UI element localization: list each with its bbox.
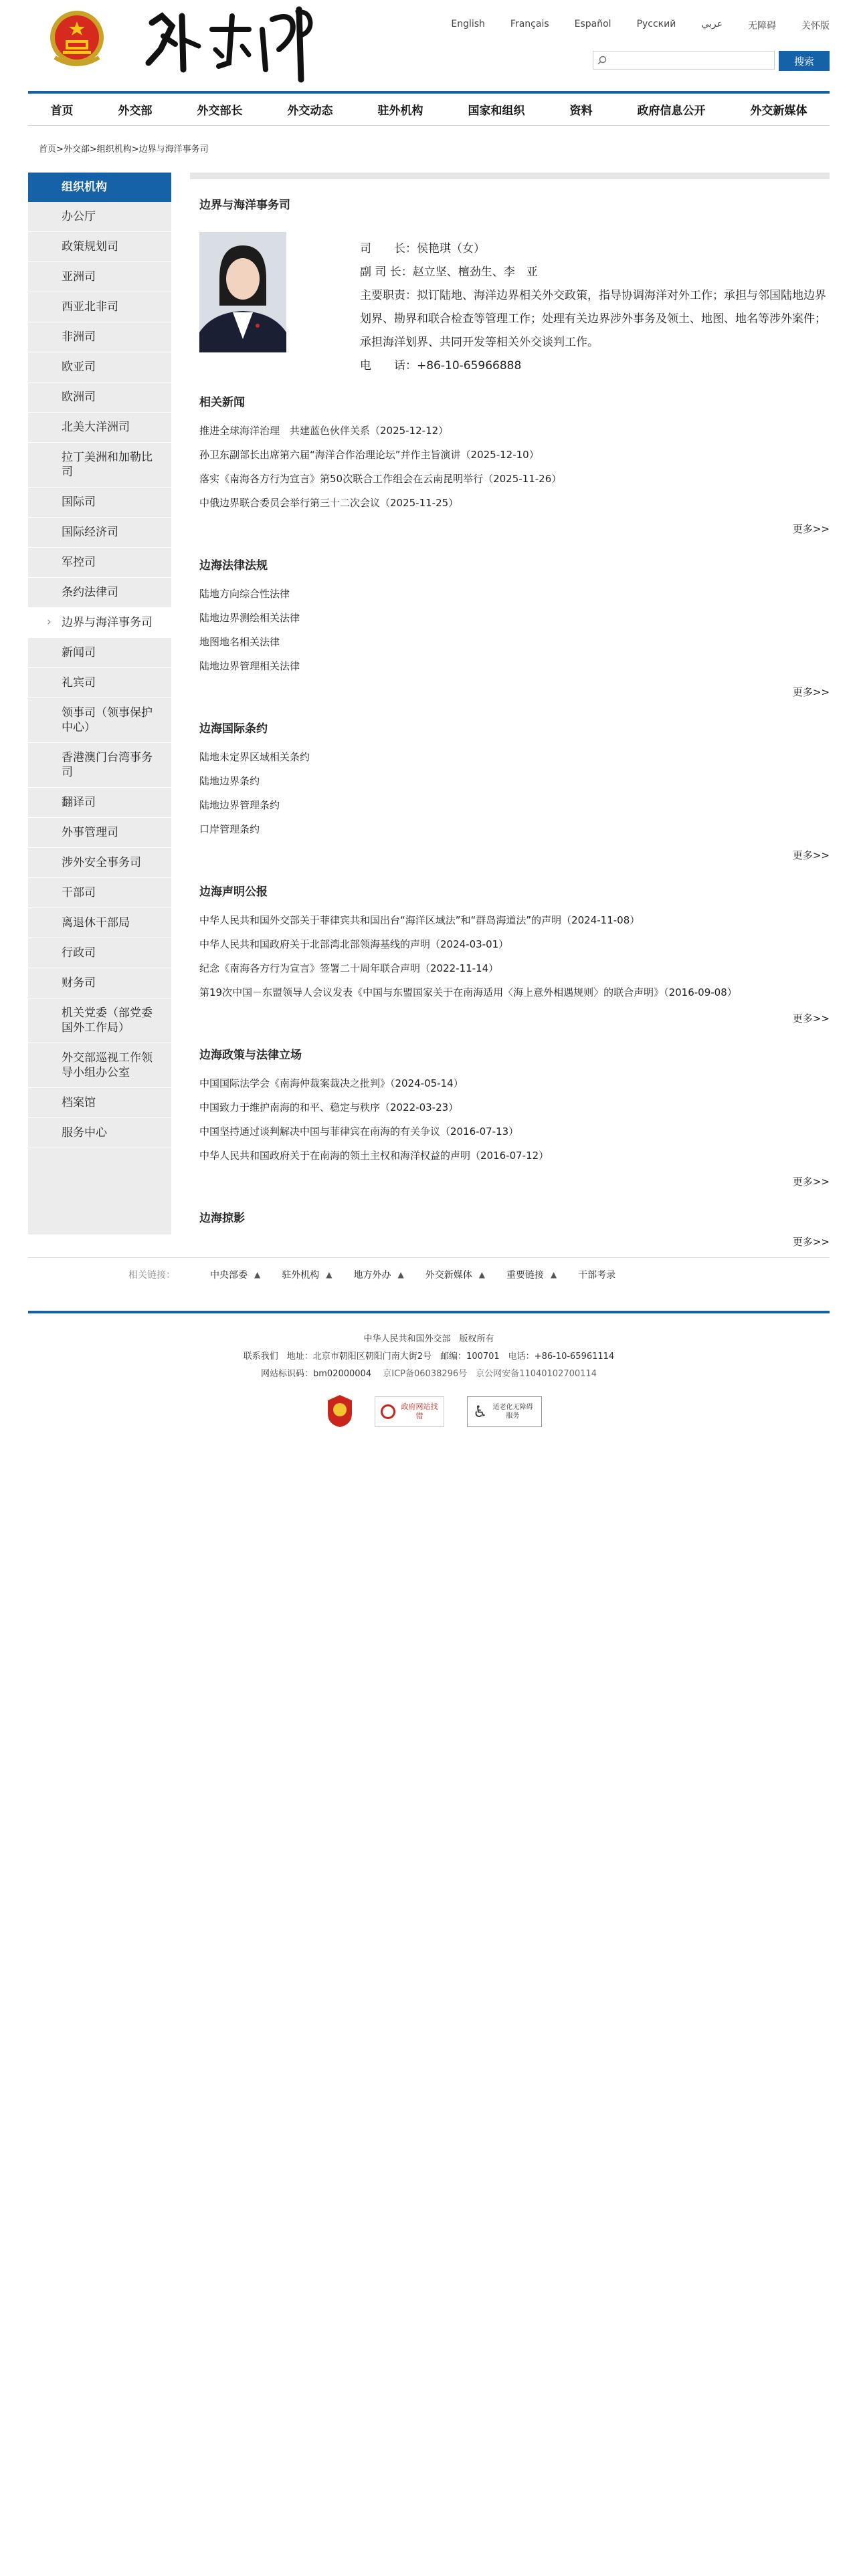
more-link[interactable]: 更多>> [792, 1236, 830, 1248]
related-links-label: 相关链接： [128, 1270, 175, 1281]
section-title[interactable]: 边海国际条约 [199, 722, 268, 736]
badge-label: 政府网站找错 [401, 1402, 438, 1420]
contact-line[interactable]: 联系我们 地址：北京市朝阳区朝阳门南大街2号 邮编：100701 电话：+86-10-65961114 [243, 1352, 615, 1362]
more-link[interactable]: 更多>> [792, 1176, 830, 1188]
department-details [360, 237, 828, 378]
nav-minister[interactable]: 外交部长 [197, 104, 243, 118]
link-important[interactable] [506, 1268, 557, 1281]
triangle-up-icon: ▲ [254, 1270, 261, 1279]
registration-line [28, 1366, 830, 1383]
sidebar-item[interactable]: 礼宾司 [28, 668, 171, 698]
section-link[interactable]: 陆地边界测绘相关法律 [199, 612, 300, 624]
lang-french[interactable]: Français [510, 19, 549, 29]
search-box [593, 51, 775, 70]
sidebar-item[interactable]: 国际司 [28, 488, 171, 518]
link-label: 外交新媒体 [425, 1270, 472, 1281]
content-top-bar [190, 173, 830, 179]
sidebar [28, 173, 171, 1235]
sidebar-item[interactable]: 拉丁美洲和加勒比司 [28, 443, 171, 488]
language-links [425, 19, 830, 32]
director-photo [199, 232, 286, 352]
sidebar-item[interactable]: 财务司 [28, 968, 171, 998]
badge-label: 适老化无障碍服务 [492, 1404, 533, 1420]
link-label: 重要链接 [506, 1270, 544, 1281]
sidebar-item[interactable]: 欧亚司 [28, 352, 171, 383]
sidebar-item[interactable]: 档案馆 [28, 1088, 171, 1118]
section-link[interactable]: 陆地未定界区域相关条约 [199, 751, 310, 763]
nav-resources[interactable]: 资料 [569, 104, 593, 118]
sidebar-item[interactable]: 干部司 [28, 878, 171, 908]
sidebar-item[interactable]: 亚洲司 [28, 262, 171, 292]
nav-home[interactable]: 首页 [50, 104, 74, 118]
nav-gov-info[interactable]: 政府信息公开 [637, 104, 706, 118]
sidebar-item[interactable]: 香港澳门台湾事务司 [28, 743, 171, 788]
nav-new-media[interactable]: 外交新媒体 [750, 104, 807, 118]
sidebar-item[interactable]: 服务中心 [28, 1118, 171, 1148]
section-title[interactable]: 边海掠影 [199, 1212, 245, 1225]
more-link[interactable]: 更多>> [792, 1012, 830, 1025]
sidebar-list [28, 202, 171, 1148]
more-link[interactable]: 更多>> [792, 686, 830, 698]
search-button[interactable]: 搜索 [779, 51, 830, 71]
sidebar-item[interactable]: › 边界与海洋事务司 [28, 608, 171, 638]
search-icon [597, 56, 607, 65]
triangle-up-icon: ▲ [326, 1270, 332, 1279]
sidebar-item[interactable]: 行政司 [28, 938, 171, 968]
section-link[interactable]: 孙卫东副部长出席第六届“海洋合作治理论坛”并作主旨演讲（2025-12-10） [199, 449, 539, 461]
section-link[interactable]: 口岸管理条约 [199, 823, 260, 835]
lang-arabic[interactable]: عربي [701, 19, 723, 29]
section-link[interactable]: 第19次中国－东盟领导人会议发表《中国与东盟国家关于在南海适用〈海上意外相遇规则〉的联合声明》（2016-09-08） [199, 986, 737, 998]
section-link[interactable]: 中国坚持通过谈判解决中国与菲律宾在南海的有关争议（2016-07-13） [199, 1125, 519, 1138]
lang-spanish[interactable]: Español [574, 19, 611, 29]
national-emblem-logo[interactable] [48, 4, 106, 71]
nav-countries-orgs[interactable]: 国家和组织 [468, 104, 525, 118]
link-central-ministries[interactable] [210, 1268, 260, 1281]
nav-diplomatic-news[interactable]: 外交动态 [287, 104, 333, 118]
accessibility-link[interactable]: 无障碍 [748, 21, 776, 31]
sidebar-item[interactable]: 领事司（领事保护中心） [28, 698, 171, 743]
link-label: 中央部委 [210, 1270, 248, 1281]
link-local-fao[interactable] [353, 1268, 403, 1281]
calligraphy-logo [135, 3, 316, 83]
sidebar-item[interactable]: 西亚北非司 [28, 292, 171, 322]
section-link[interactable]: 陆地方向综合性法律 [199, 588, 290, 600]
gov-site-error-badge[interactable] [375, 1396, 444, 1427]
main-nav [28, 91, 830, 126]
section-link[interactable]: 纪念《南海各方行为宣言》签署二十周年联合声明（2022-11-14） [199, 962, 499, 974]
search-input[interactable] [609, 53, 773, 69]
link-label: 地方外办 [353, 1270, 391, 1281]
lang-russian[interactable]: Русский [636, 19, 676, 29]
section-link[interactable]: 陆地边界管理条约 [199, 799, 280, 811]
section-title[interactable]: 边海政策与法律立场 [199, 1049, 302, 1062]
site-id-text: 网站标识码：bm02000004 [261, 1369, 372, 1379]
portrait-icon [199, 232, 286, 352]
sidebar-item[interactable]: 军控司 [28, 548, 171, 578]
phone-line: 电 话：+86-10-65966888 [360, 359, 522, 372]
sidebar-item[interactable]: 新闻司 [28, 638, 171, 668]
nav-ministry[interactable]: 外交部 [118, 104, 153, 118]
sidebar-item[interactable]: 国际经济司 [28, 518, 171, 548]
sidebar-item[interactable]: 离退休干部局 [28, 908, 171, 938]
sidebar-item[interactable]: 北美大洋洲司 [28, 413, 171, 443]
section-title[interactable]: 边海法律法规 [199, 559, 268, 572]
more-link[interactable]: 更多>> [792, 523, 830, 535]
content-section [199, 393, 830, 536]
section-link[interactable]: 中华人民共和国政府关于北部湾北部领海基线的声明（2024-03-01） [199, 938, 509, 950]
link-label: 驻外机构 [282, 1270, 320, 1281]
section-title[interactable]: 边海声明公报 [199, 885, 268, 899]
icp-record-link[interactable]: 京ICP备06038296号 京公网安备11040102700114 [383, 1369, 597, 1379]
triangle-up-icon: ▲ [397, 1270, 404, 1279]
accessibility-badge[interactable] [467, 1396, 542, 1427]
site-footer [28, 1311, 830, 1447]
section-title[interactable]: 相关新闻 [199, 396, 245, 409]
section-link[interactable]: 中国致力于维护南海的和平、稳定与秩序（2022-03-23） [199, 1101, 459, 1113]
sidebar-item[interactable]: 欧洲司 [28, 383, 171, 413]
section-link[interactable]: 中国国际法学会《南海仲裁案裁决之批判》（2024-05-14） [199, 1077, 464, 1089]
content-section [199, 556, 830, 699]
section-link[interactable]: 陆地边界条约 [199, 775, 260, 787]
section-link[interactable]: 中俄边界联合委员会举行第三十二次会议（2025-11-25） [199, 497, 459, 509]
page-title: 边界与海洋事务司 [199, 199, 290, 212]
sidebar-item[interactable]: 条约法律司 [28, 578, 171, 608]
copyright-text: 中华人民共和国外交部 版权所有 [363, 1334, 494, 1344]
sidebar-item[interactable]: 外事管理司 [28, 818, 171, 848]
sidebar-item[interactable]: 涉外安全事务司 [28, 848, 171, 878]
party-org-badge[interactable] [325, 1394, 355, 1428]
link-label: 干部考录 [578, 1270, 616, 1281]
content-section [199, 882, 830, 1025]
lang-english[interactable]: English [451, 19, 485, 29]
sidebar-item[interactable]: 办公厅 [28, 202, 171, 232]
section-link[interactable]: 落实《南海各方行为宣言》第50次联合工作组会在云南昆明举行（2025-11-26） [199, 473, 562, 485]
sidebar-item[interactable]: 翻译司 [28, 788, 171, 818]
section-link[interactable]: 地图地名相关法律 [199, 636, 280, 648]
section-link[interactable]: 陆地边界管理相关法律 [199, 660, 300, 672]
sidebar-item[interactable]: 机关党委（部党委国外工作局） [28, 998, 171, 1043]
content-section [199, 1208, 830, 1249]
triangle-up-icon: ▲ [550, 1270, 557, 1279]
link-recruitment[interactable] [578, 1268, 615, 1281]
sidebar-item[interactable]: 政策规划司 [28, 232, 171, 262]
breadcrumb[interactable]: 首页>外交部>组织机构>边界与海洋事务司 [39, 144, 209, 154]
content-sections [190, 393, 830, 1249]
more-link[interactable]: 更多>> [792, 849, 830, 861]
main-content [190, 173, 830, 1249]
section-link[interactable]: 推进全球海洋治理 共建蓝色伙伴关系（2025-12-12） [199, 425, 449, 437]
director-line: 司 长：侯艳琪（女） [360, 242, 485, 255]
elderly-mode-link[interactable]: 关怀版 [801, 21, 830, 31]
deputy-directors-line: 副 司 长：赵立坚、檀劲生、李 亚 [360, 265, 538, 279]
accessibility-icon: ♿ [473, 1402, 488, 1421]
triangle-up-icon: ▲ [478, 1270, 485, 1279]
sidebar-item[interactable]: 非洲司 [28, 322, 171, 352]
department-info [190, 212, 830, 372]
sidebar-item[interactable]: 外交部巡视工作领导小组办公室 [28, 1043, 171, 1088]
section-link[interactable]: 中华人民共和国外交部关于菲律宾共和国出台“海洋区域法”和“群岛海道法”的声明（2024-11-08） [199, 914, 640, 926]
site-header [28, 0, 830, 90]
related-links-bar [28, 1257, 830, 1291]
section-link[interactable]: 中华人民共和国政府关于在南海的领土主权和海洋权益的声明（2016-07-12） [199, 1150, 549, 1162]
sidebar-heading[interactable]: 组织机构 [28, 173, 171, 202]
content-section [199, 1045, 830, 1188]
link-missions-abroad[interactable] [282, 1268, 332, 1281]
duties-text: 主要职责：拟订陆地、海洋边界相关外交政策，指导协调海洋对外工作；承担与邻国陆地边界划界、勘界和联合检查等管理工作；处理有关边界涉外事务及领土、地图、地名等涉外案件；承担海洋划界、共同开发等相关外交谈判工作。 [360, 289, 826, 349]
link-new-media[interactable] [425, 1268, 485, 1281]
magnifier-icon [381, 1404, 395, 1419]
footer-badges [28, 1394, 830, 1434]
nav-missions-abroad[interactable]: 驻外机构 [377, 104, 423, 118]
content-section [199, 719, 830, 862]
